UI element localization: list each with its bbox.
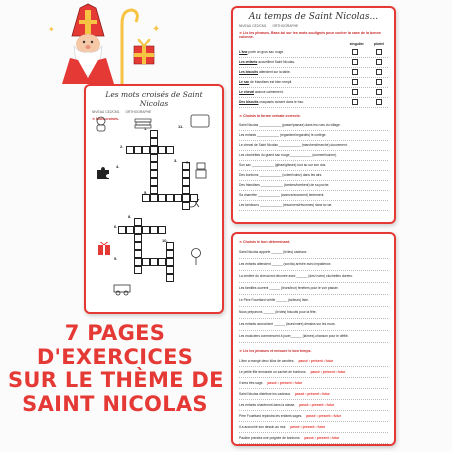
crossword-cell[interactable]: [158, 146, 166, 154]
singular-plural-list: [239, 48, 388, 108]
list-item: [239, 68, 388, 78]
crossword-cell[interactable]: [166, 274, 174, 282]
sheet-title: Au temps de Saint Nicolas...: [248, 12, 379, 22]
crossword-cell[interactable]: [150, 154, 158, 162]
list-item: Le cheval de Saint Nicolas ____________ (marchent/marche) doucement.: [239, 141, 388, 151]
tense-options[interactable]: passé • présent • futur: [267, 381, 303, 385]
pluriel-checkbox[interactable]: [376, 59, 382, 65]
pluriel-checkbox[interactable]: [376, 49, 382, 55]
crossword-cell[interactable]: [126, 226, 134, 234]
crossword-number: 10.: [162, 238, 168, 243]
crossword-cell[interactable]: [134, 242, 142, 250]
list-item: [239, 58, 388, 68]
tense-list: [239, 356, 388, 444]
crossword-cell[interactable]: [182, 186, 190, 194]
list-item: Les clochettes du grand sac rouge____________ (sonnent/sonne).: [239, 151, 388, 161]
sentence: Le petite fille demande un sachet de bonbons.: [239, 370, 307, 374]
crossword-cell[interactable]: [134, 258, 142, 266]
crossword-number: 5.: [144, 190, 148, 195]
list-item: [239, 356, 388, 367]
crossword-cell[interactable]: [166, 250, 174, 258]
sentence: [239, 50, 352, 54]
singulier-checkbox[interactable]: [352, 79, 358, 85]
list-item: [239, 389, 388, 400]
instruction-determiners: ➜ Choisis le bon déterminant.: [239, 240, 388, 244]
tense-options[interactable]: passé • présent • futur: [304, 436, 340, 440]
sentence: [239, 60, 352, 64]
predicate: accueillent Saint Nicolas.: [257, 60, 295, 65]
crossword-cell[interactable]: [150, 194, 158, 202]
sheet-title: Les mots croisés de Saint Nicolas: [105, 90, 203, 108]
list-item: Le Père Fouettard vérifie ______ (ta/leurs) liste.: [239, 295, 388, 307]
predicate: porte un gros sac rouge.: [247, 50, 285, 55]
predicate: avance calmement.: [254, 90, 284, 95]
list-item: Saint Nicolas apporte ______ (le/les) cadeaux.: [239, 247, 388, 259]
list-item: [239, 88, 388, 98]
determiner-list: [239, 247, 388, 343]
crossword-cell[interactable]: [150, 226, 158, 234]
list-item: Les enfants attendent ______ (son/ta) arrivée avec impatience.: [239, 259, 388, 271]
col-singulier: singulier: [349, 41, 364, 46]
crossword-cell[interactable]: [150, 146, 158, 154]
list-item: Nous préparons ______ (le/des) biscuits pour la fête.: [239, 307, 388, 319]
pluriel-checkbox[interactable]: [376, 79, 382, 85]
subject: Les biscuits: [239, 70, 259, 75]
list-item: [239, 48, 388, 58]
crossword-cell[interactable]: [118, 226, 126, 234]
sentence: [239, 90, 352, 94]
svg-text:✦: ✦: [48, 25, 55, 34]
crossword-cell[interactable]: [166, 258, 174, 266]
crossword-area: [86, 112, 224, 312]
sentence: [239, 70, 352, 74]
books-icon: [134, 118, 152, 130]
crossword-cell[interactable]: [142, 226, 150, 234]
crossword-number: 1.: [144, 126, 148, 131]
singulier-checkbox[interactable]: [352, 69, 358, 75]
crossword-cell[interactable]: [126, 146, 134, 154]
list-item: [239, 378, 388, 389]
puzzle-icon: [96, 166, 110, 180]
crossword-cell[interactable]: [150, 162, 158, 170]
level-label: NIVEAU CE2/CM1: [239, 24, 267, 28]
biscuit-icon: [190, 114, 210, 128]
column-headers: [239, 42, 384, 46]
headline-line-1: 7 PAGES: [64, 321, 166, 345]
singulier-checkbox[interactable]: [352, 89, 358, 95]
list-item: [239, 411, 388, 422]
list-item: Les musiciens commencent à jouer______ (la/mes) chanson pour le défilé.: [239, 331, 388, 343]
crossword-cell[interactable]: [182, 170, 190, 178]
crossword-cell[interactable]: [190, 194, 198, 202]
toy-teddy-icon: [94, 116, 108, 132]
saint-nicolas-drawing: [40, 2, 165, 84]
list-item: Sa charrette ____________ (avance/avancent) lentement.: [239, 191, 388, 201]
crossword-cell[interactable]: [134, 146, 142, 154]
subject-label: ORTHOGRAPHE: [272, 24, 299, 28]
instruction-verbs: ➜ Choisis la forme verbale correcte.: [239, 114, 388, 118]
pluriel-checkbox[interactable]: [376, 89, 382, 95]
toy-train-icon: [112, 282, 136, 296]
crossword-number: 8.: [128, 214, 132, 219]
sentence: Il a accroché son dessin au mur.: [239, 425, 287, 429]
crossword-number: 7.: [186, 160, 190, 165]
crossword-cell[interactable]: [150, 258, 158, 266]
list-item: Des friandises ____________ (tombes/tombent) de sa poche.: [239, 181, 388, 191]
pluriel-checkbox[interactable]: [376, 99, 382, 105]
crossword-number: 9.: [114, 256, 118, 261]
crossword-cell[interactable]: [166, 242, 174, 250]
list-item: [239, 78, 388, 88]
crossword-cell[interactable]: [150, 186, 158, 194]
crossword-cell[interactable]: [174, 194, 182, 202]
predicate: attendent sur la table.: [258, 70, 291, 75]
crossword-cell[interactable]: [134, 266, 142, 274]
crossword-cell[interactable]: [166, 146, 174, 154]
subject-label: ORTHOGRAPHE: [125, 110, 152, 114]
crossword-cell[interactable]: [182, 194, 190, 202]
tense-options[interactable]: passé • présent • futur: [310, 370, 346, 374]
crossword-cell[interactable]: [134, 218, 142, 226]
pluriel-checkbox[interactable]: [376, 69, 382, 75]
subject: L'âne: [239, 50, 248, 55]
crossword-cell[interactable]: [134, 234, 142, 242]
list-item: Les enfants ____________ (regardent/regardes) le cortège.: [239, 131, 388, 141]
crossword-cell[interactable]: [150, 130, 158, 138]
crossword-cell[interactable]: [142, 194, 150, 202]
list-item: La crinière du cheval est décorée avec ______ (des/ notre) clochettes dorées.: [239, 271, 388, 283]
saint-nicolas-illustration: [40, 2, 165, 84]
predicate: craquants cuisent dans le four.: [258, 100, 305, 105]
crossword-number: 11.: [178, 124, 184, 129]
instruction-tenses: ➜ Lis les phrases et entoure le bon temps.: [239, 349, 388, 353]
crossword-cell[interactable]: [182, 178, 190, 186]
crossword-cell[interactable]: [150, 170, 158, 178]
crossword-cell[interactable]: [142, 258, 150, 266]
crossword-cell[interactable]: [134, 250, 142, 258]
tense-options[interactable]: passé • présent • futur: [290, 425, 326, 429]
crossword-cell[interactable]: [158, 226, 166, 234]
list-item: [239, 98, 388, 108]
crossword-number: 2.: [120, 144, 124, 149]
worksheet-determiners-tenses: [231, 232, 396, 446]
sentence: Pauline prendra une poignée de bonbons.: [239, 436, 301, 440]
list-item: [239, 400, 388, 411]
list-item: Son sac ____________ (glisse/glisses) tout au sur son dos.: [239, 161, 388, 171]
singulier-checkbox[interactable]: [352, 49, 358, 55]
sentence: Saint Nicolas distribue les cadeaux.: [239, 392, 292, 396]
crossword-cell[interactable]: [142, 146, 150, 154]
col-pluriel: pluriel: [373, 41, 384, 46]
tense-options[interactable]: passé • présent • futur: [306, 414, 341, 418]
headline-line-4: SAINT NICOLAS: [22, 391, 208, 416]
sentence: [239, 80, 352, 84]
crossword-number: 6.: [114, 224, 118, 229]
robot-icon: [194, 162, 208, 180]
subject: Les enfants: [239, 60, 258, 65]
headline-line-2: D'EXERCICES: [36, 344, 194, 369]
crossword-number: 3.: [174, 158, 178, 163]
headline: [8, 322, 222, 416]
list-item: [239, 367, 388, 378]
crossword-cell[interactable]: [158, 194, 166, 202]
crossword-cell[interactable]: [158, 258, 166, 266]
sheet-meta: [239, 24, 388, 28]
list-item: Saint Nicolas ____________ (passe/passez) dans les rues du village.: [239, 121, 388, 131]
sentence: Père Fouettard rejoindra les enfants sages.: [239, 414, 303, 418]
sentence: Il sera très sage.: [239, 381, 264, 385]
svg-text:✦: ✦: [152, 24, 161, 35]
sentence: L'âne a mangé deux kilos de carottes.: [239, 359, 295, 363]
tense-options[interactable]: passé • présent • futur: [299, 403, 335, 407]
verb-choice-list: [239, 121, 388, 211]
crossword-cell[interactable]: [150, 178, 158, 186]
subject: Le sac: [239, 80, 250, 85]
lollipop-icon: [190, 248, 202, 266]
instruction: ➜ Lis les phrases. Base-toi sur les mots soulignés pour cocher la case de la bonne colonne.: [239, 31, 388, 40]
list-item: Des bonbons ____________ (volent/volez) dans les airs.: [239, 171, 388, 181]
predicate: de friandises est bien rempli.: [249, 80, 293, 85]
list-item: Les familles ouvrent ______ (leurs/leur) fenêtres pour le voir passer.: [239, 283, 388, 295]
list-item: [239, 422, 388, 433]
crossword-cell[interactable]: [134, 226, 142, 234]
worksheet-crossword: [84, 84, 224, 314]
list-item: [239, 433, 388, 444]
worksheet-singular-plural: [231, 6, 396, 224]
list-item: Les enfants accrochent ______ (leurs/votre) dessins sur les murs.: [239, 319, 388, 331]
crossword-cell[interactable]: [150, 138, 158, 146]
level-label: NIVEAU CE2/CM1: [92, 110, 120, 114]
tense-options[interactable]: passé • présent • futur: [295, 392, 330, 396]
headline-line-3: SUR LE THÈME DE: [8, 368, 224, 393]
singulier-checkbox[interactable]: [352, 99, 358, 105]
gift-box-icon: [96, 240, 112, 256]
crossword-cell[interactable]: [166, 194, 174, 202]
tense-options[interactable]: passé • présent • futur: [298, 359, 334, 363]
instruction: ➜ Mots croisés.: [92, 117, 216, 121]
singulier-checkbox[interactable]: [352, 59, 358, 65]
crossword-cell[interactable]: [166, 266, 174, 274]
subject: Le cheval: [239, 90, 255, 95]
sentence: [239, 100, 352, 104]
subject: Des biscuits: [239, 100, 259, 105]
list-item: Les tambours ____________ (résonnent/résonnes) dans la rue.: [239, 201, 388, 211]
crossword-number: 4.: [116, 164, 120, 169]
sentence: Les enfants chanteront dans la classe.: [239, 403, 296, 407]
crossword-cell[interactable]: [182, 202, 190, 210]
